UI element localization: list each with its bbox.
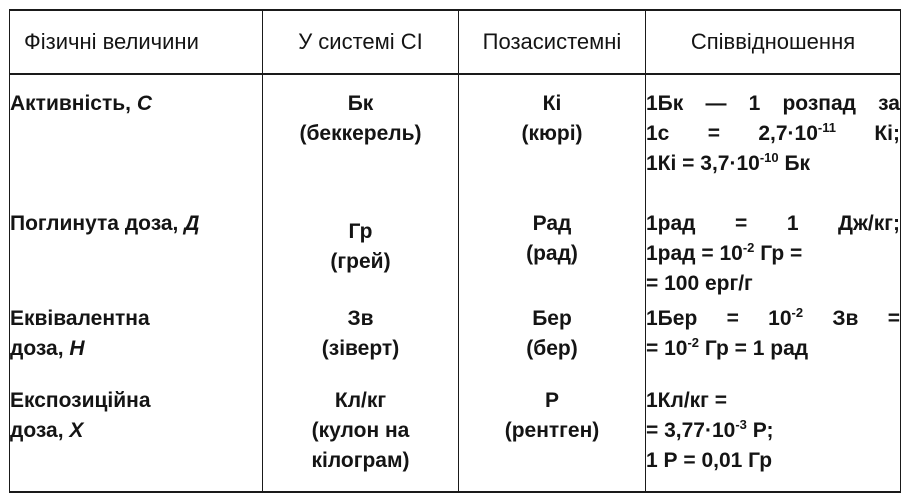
relation-line: $1рад = 10^{-2}$ Гр = <box>646 239 803 265</box>
header-row <box>10 10 901 74</box>
table-row <box>10 386 901 492</box>
table-row <box>10 74 901 209</box>
header-si-system: У системі СІ <box>263 10 459 74</box>
relation-cell <box>646 209 901 304</box>
header-relation: Співвідношення <box>646 10 901 74</box>
quantity-cell: Активність, C <box>10 74 263 209</box>
non-si-unit-cell: Рад (рад) <box>459 209 646 304</box>
relation-line: 1Бк — 1 розпад за <box>646 92 900 115</box>
relation-cell <box>646 304 901 386</box>
relation-line: = $10^{-2}$ Гр = 1 рад <box>646 334 809 360</box>
relation-line: 1с = $2,7\cdot 10^{-11}$ Кі; <box>646 120 900 145</box>
si-unit-cell: Кл/кг (кулон на кілограм) <box>263 386 459 492</box>
non-si-unit-cell: Бер (бер) <box>459 304 646 386</box>
relation-line: $1Кі = 3,7\cdot 10^{-10}$ Бк <box>646 150 811 175</box>
si-unit-cell: Зв (зіверт) <box>263 304 459 386</box>
relation-line: 1 Р = 0,01 Гр <box>646 448 773 472</box>
units-table <box>9 9 901 493</box>
non-si-unit-cell: Р (рентген) <box>459 386 646 492</box>
header-physical-quantities: Фізичні величини <box>10 10 263 74</box>
relation-cell <box>646 386 901 492</box>
si-unit-cell: Гр (грей) <box>263 209 459 304</box>
relation-line: 1Кл/кг = <box>646 388 728 412</box>
quantity-cell: Поглинута доза, Д <box>10 209 263 304</box>
table-row <box>10 304 901 386</box>
header-non-system: Позасистемні <box>459 10 646 74</box>
non-si-unit-cell: Кі (кюрі) <box>459 74 646 209</box>
relation-line: 1рад = 1 Дж/кг; <box>646 211 900 235</box>
table-row <box>10 209 901 304</box>
si-unit-cell: Бк (беккерель) <box>263 74 459 209</box>
quantity-cell: Еквівалентна доза, H <box>10 304 263 386</box>
relation-line: = 100 ерг/г <box>646 271 753 295</box>
relation-cell <box>646 74 901 209</box>
quantity-cell: Експозиційна доза, X <box>10 386 263 492</box>
relation-line: 1Бер = $10^{-2}$ Зв = <box>646 304 900 330</box>
relation-line: = $3,77\cdot 10^{-3}$ Р; <box>646 416 774 442</box>
